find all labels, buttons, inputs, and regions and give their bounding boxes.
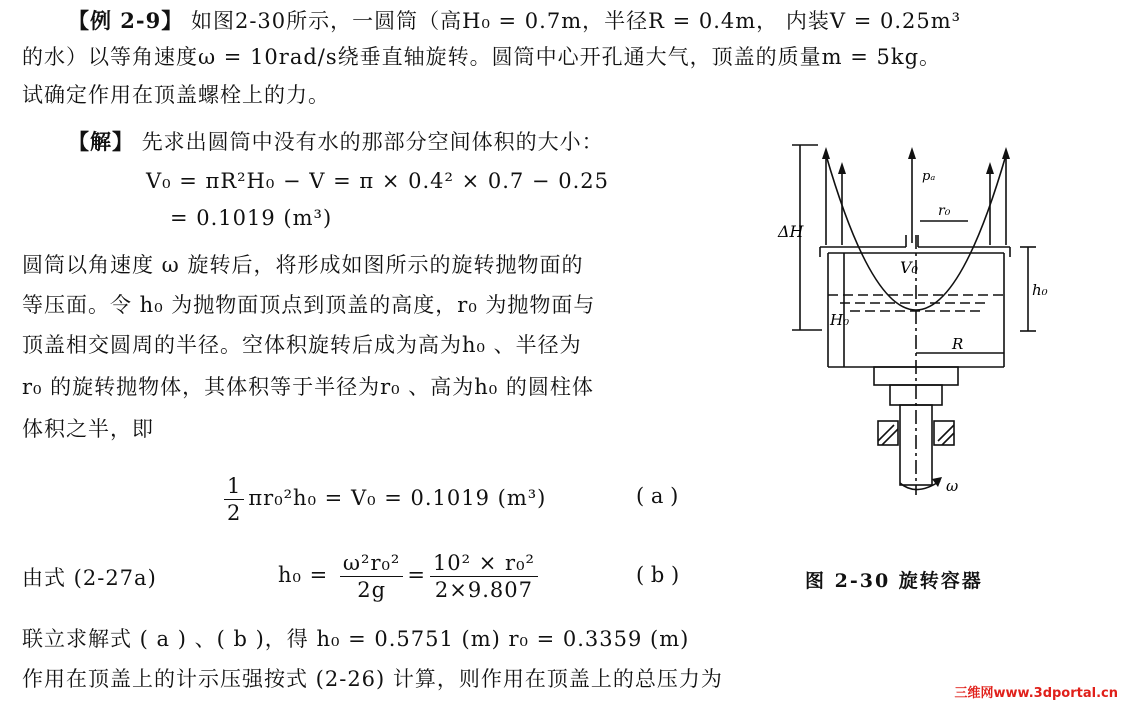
equation-v0: V₀ = πR²H₀ − V = π × 0.4² × 0.7 − 0.25: [146, 169, 609, 193]
equation-b: h₀ = $\frac{\text{ω²r₀²}}{2g}$ = $\frac{\text{10² × r₀²}}{2\times 9.807}$: [278, 547, 542, 603]
label-r0: r₀: [938, 203, 951, 219]
label-H0: H₀: [830, 311, 850, 329]
equation-v0-result: = 0.1019 (m³): [170, 206, 333, 230]
equation-a-body: πr₀²h₀ = V₀ = 0.1019 (m³): [248, 486, 547, 510]
label-h0: h₀: [1032, 281, 1048, 299]
problem-text-1: 如图2-30所示，一圆筒（高H₀ = 0.7m，半径R = 0.4m， 内装V = 0.25m³: [190, 9, 962, 33]
solution-intro: [68, 127, 604, 157]
problem-line-2: 的水）以等角速度ω = 10rad/s绕垂直轴旋转。圆筒中心开孔通大气，顶盖的质量m = 5kg。: [22, 45, 942, 69]
watermark: 三维网www.3dportal.cn: [954, 686, 1118, 701]
fraction-numeric: $\frac{\text{10² × r₀²}}{2\times 9.807}$: [430, 550, 538, 603]
label-v0: V₀: [900, 258, 918, 277]
fraction-half: $\frac{1}{2}$: [224, 473, 244, 526]
label-omega: ω: [946, 477, 959, 495]
solution-label: 【解】: [68, 129, 134, 154]
equation-a-tag: ( a ): [636, 484, 679, 508]
label-delta-h: ΔH: [778, 222, 804, 241]
paragraph-line-3: 顶盖相交圆周的半径。空体积旋转后成为高为h₀ 、半径为: [22, 333, 582, 357]
paragraph-line-1: 圆筒以角速度 ω 旋转后，将形成如图所示的旋转抛物面的: [22, 253, 584, 277]
problem-label: 【例 2-9】: [68, 8, 184, 33]
solution-intro-text: 先求出圆筒中没有水的那部分空间体积的大小：: [141, 130, 604, 154]
fraction-omega: $\frac{\text{ω²r₀²}}{2g}$: [340, 550, 403, 603]
paragraph-line-5: 体积之半，即: [22, 417, 154, 441]
result-line: 联立求解式 ( a ) 、( b )，得 h₀ = 0.5751 (m) r₀ = 0.3359 (m): [22, 627, 690, 651]
equation-b-prefix: 由式 (2-27a): [22, 566, 157, 590]
problem-line-1: [68, 6, 961, 36]
problem-line-3: 试确定作用在顶盖螺栓上的力。: [22, 83, 330, 107]
paragraph-line-2: 等压面。令 h₀ 为抛物面顶点到顶盖的高度，r₀ 为抛物面与: [22, 293, 596, 317]
equation-a: [220, 470, 546, 526]
label-R: R: [952, 335, 964, 353]
label-pa: pₐ: [922, 169, 936, 184]
paragraph-line-4: r₀ 的旋转抛物体，其体积等于半径为r₀ 、高为h₀ 的圆柱体: [22, 375, 594, 399]
figure-caption: 图 2-30 旋转容器: [805, 570, 983, 592]
equation-b-tag: ( b ): [636, 563, 680, 587]
rotating-container-figure: [770, 135, 1060, 505]
last-line: 作用在顶盖上的计示压强按式 (2-26) 计算，则作用在顶盖上的总压力为: [22, 667, 723, 691]
